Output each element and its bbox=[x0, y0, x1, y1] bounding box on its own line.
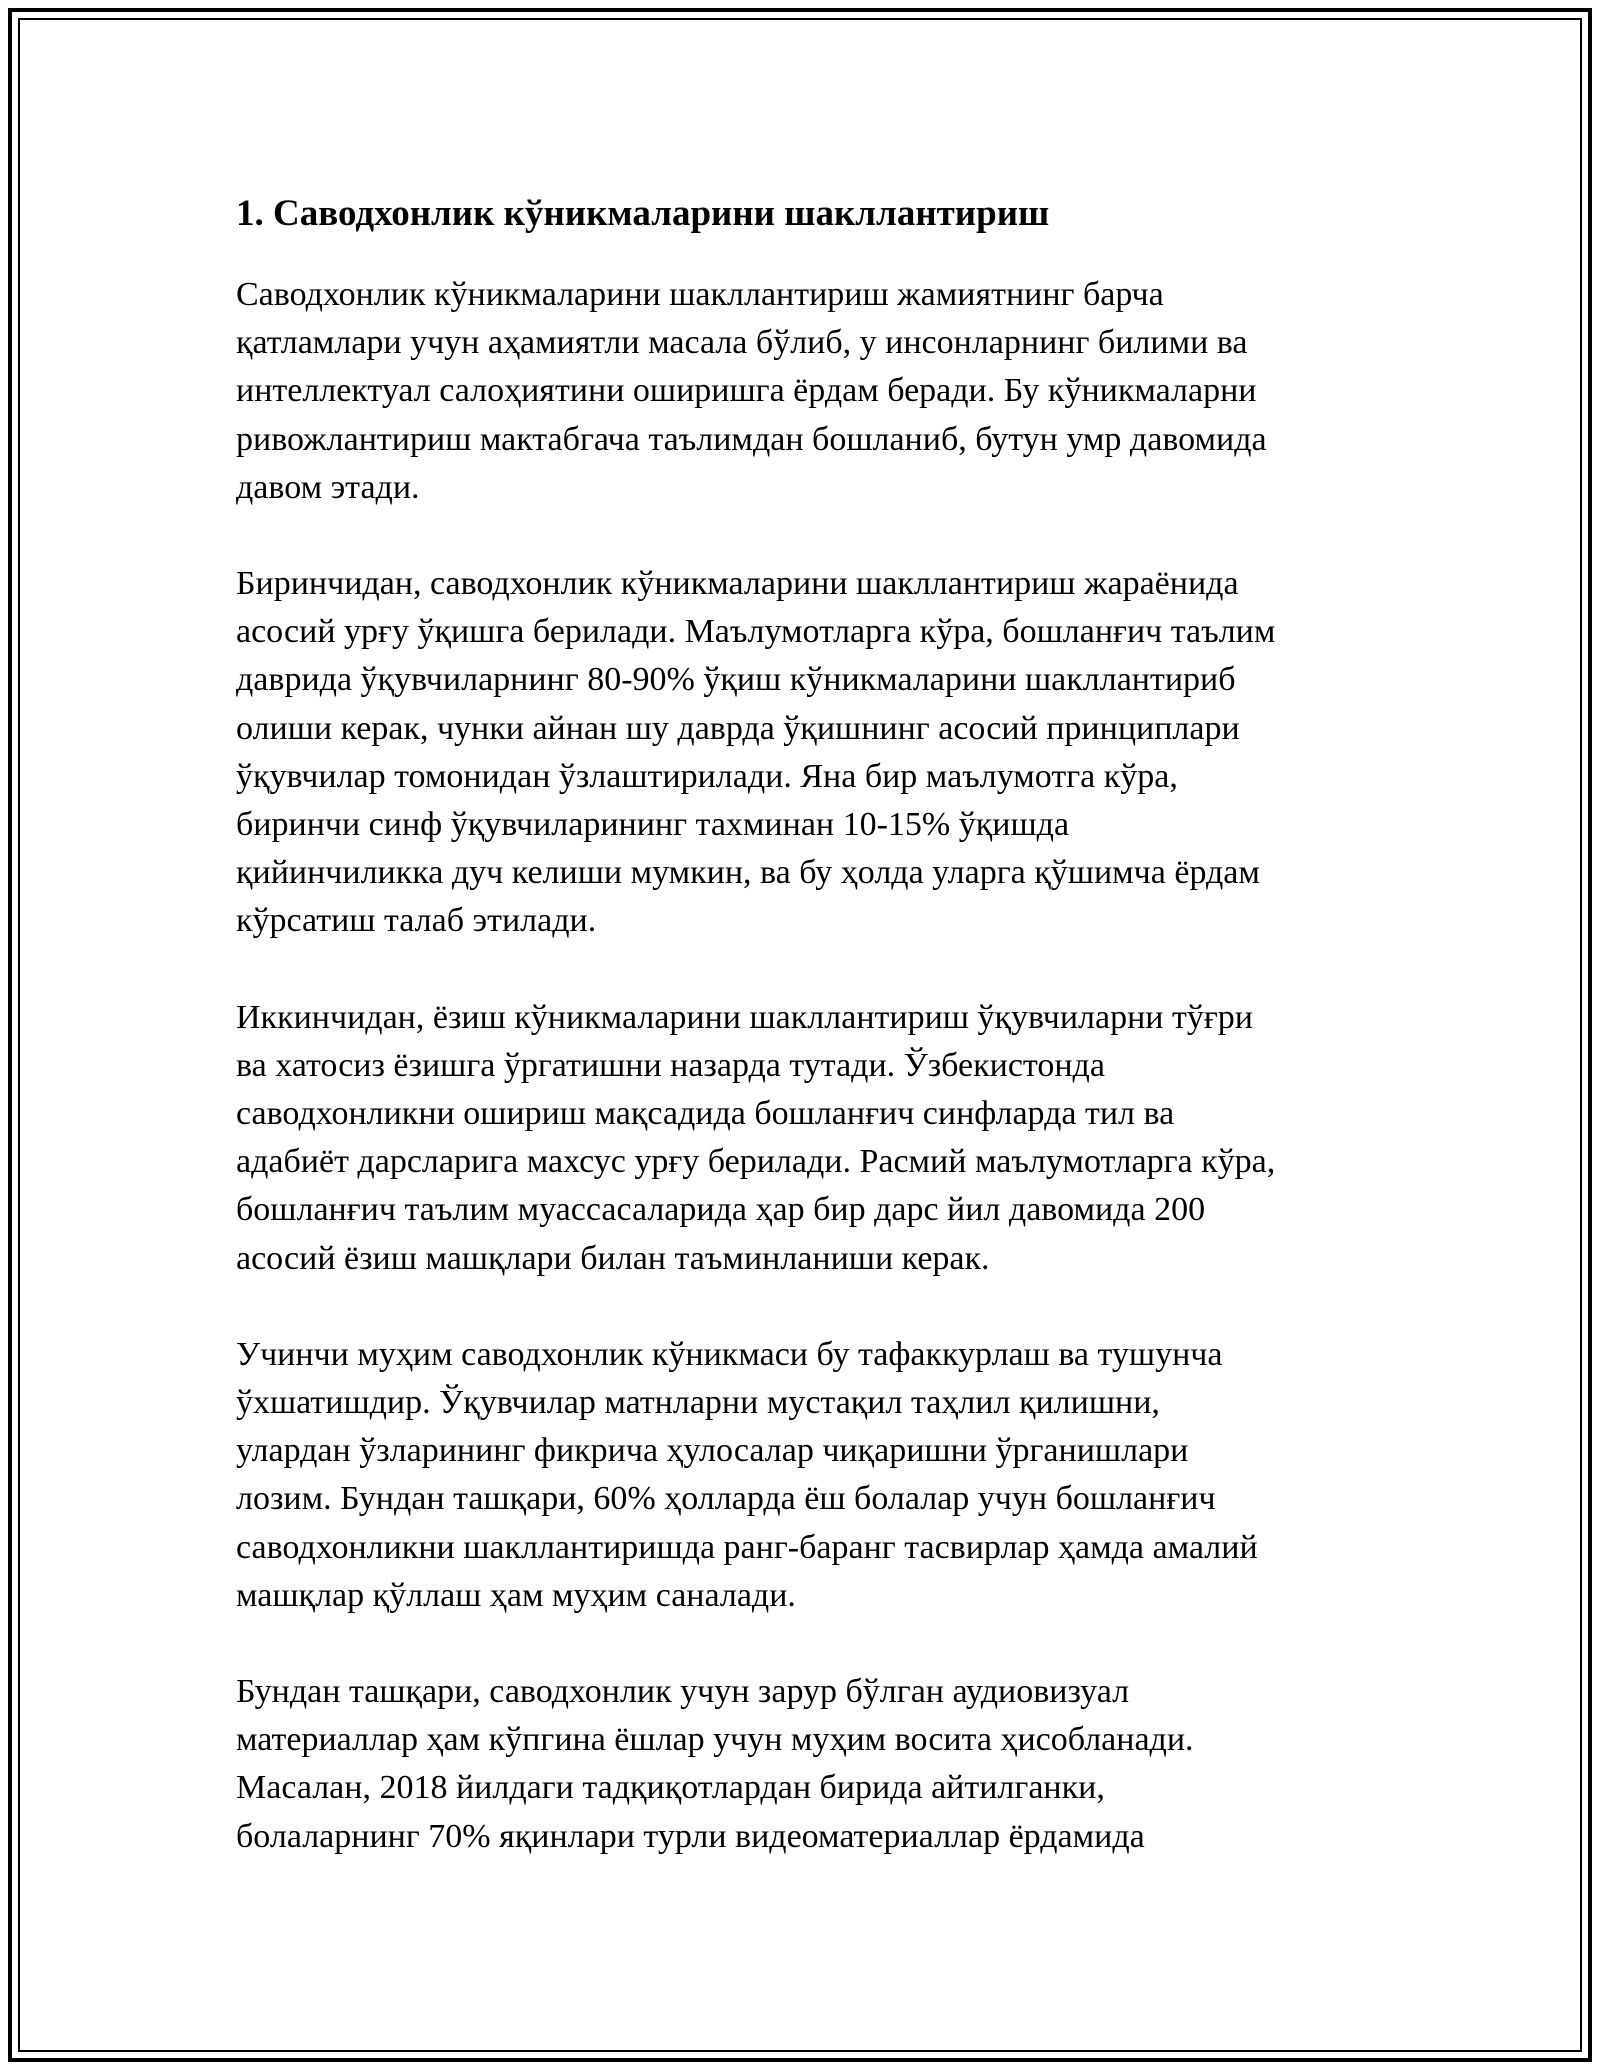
text-line: лозим. Бундан ташқари, 60% ҳолларда ёш болалар учун бошланғич bbox=[236, 1480, 1216, 1518]
text-line: кўрсатиш талаб этилади. bbox=[236, 902, 597, 940]
text-line: қатламлари учун аҳамиятли масала бўлиб, у инсонларнинг билими ва bbox=[236, 324, 1248, 362]
text-line: болаларнинг 70% яқинлари турли видеоматериаллар ёрдамида bbox=[236, 1817, 1145, 1855]
text-line: қийинчиликка дуч келиши мумкин, ва бу ҳолда уларга қўшимча ёрдам bbox=[236, 854, 1260, 892]
paragraph-4 bbox=[236, 1331, 1386, 1620]
text-line: давом этади. bbox=[236, 468, 420, 506]
paragraph-2 bbox=[236, 560, 1386, 946]
text-line: Учинчи муҳим саводхонлик кўникмаси бу тафаккурлаш ва тушунча bbox=[236, 1335, 1223, 1373]
text-line: машқлар қўллаш ҳам муҳим саналади. bbox=[236, 1576, 796, 1614]
document-body bbox=[236, 185, 1386, 1909]
text-line: асосий урғу ўқишга берилади. Маълумотларга кўра, бошланғич таълим bbox=[236, 613, 1276, 651]
text-line: олиши керак, чунки айнан шу даврда ўқишнинг асосий принциплари bbox=[236, 709, 1240, 747]
text-line: бошланғич таълим муассасаларида ҳар бир дарс йил давомида 200 bbox=[236, 1191, 1206, 1229]
text-line: ривожлантириш мактабгача таълимдан бошланиб, бутун умр давомида bbox=[236, 420, 1267, 458]
text-line: саводхонликни шакллантиришда ранг-баранг тасвирлар ҳамда амалий bbox=[236, 1528, 1258, 1566]
text-line: Иккинчидан, ёзиш кўникмаларини шакллантириш ўқувчиларни тўғри bbox=[236, 998, 1253, 1036]
section-title: 1. Саводхонлик кўникмаларини шакллантириш bbox=[236, 193, 1050, 234]
text-line: Биринчидан, саводхонлик кўникмаларини шакллантириш жараёнида bbox=[236, 565, 1239, 603]
text-line: адабиёт дарсларига махсус урғу берилади. Расмий маълумотларга кўра, bbox=[236, 1143, 1276, 1181]
text-line: материаллар ҳам кўпгина ёшлар учун муҳим восита ҳисобланади. bbox=[236, 1721, 1194, 1759]
text-line: ва хатосиз ёзишга ўргатишни назарда тутади. Ўзбекистонда bbox=[236, 1046, 1105, 1084]
text-line: интеллектуал салоҳиятини оширишга ёрдам беради. Бу кўникмаларни bbox=[236, 372, 1257, 410]
text-line: биринчи синф ўқувчиларининг тахминан 10-15% ўқишда bbox=[236, 806, 1070, 844]
text-line: асосий ёзиш машқлари билан таъминланиши керак. bbox=[236, 1239, 990, 1277]
paragraph-5 bbox=[236, 1668, 1386, 1861]
text-line: Саводхонлик кўникмаларини шакллантириш жамиятнинг барча bbox=[236, 276, 1164, 313]
text-line: Бундан ташқари, саводхонлик учун зарур бўлган аудиовизуал bbox=[236, 1673, 1130, 1711]
text-line: ўхшатишдир. Ўқувчилар матнларни мустақил таҳлил қилишни, bbox=[236, 1384, 1160, 1422]
text-line: улардан ўзларининг фикрича ҳулосалар чиқаришни ўрганишлари bbox=[236, 1432, 1189, 1470]
paragraph-3 bbox=[236, 994, 1386, 1283]
text-line: ўқувчилар томонидан ўзлаштирилади. Яна бир маълумотга кўра, bbox=[236, 757, 1178, 795]
text-line: саводхонликни ошириш мақсадида бошланғич синфларда тил ва bbox=[236, 1095, 1175, 1133]
paragraph-1 bbox=[236, 271, 1386, 512]
text-line: Масалан, 2018 йилдаги тадқиқотлардан бирида айтилганки, bbox=[236, 1769, 1105, 1807]
text-line: даврида ўқувчиларнинг 80-90% ўқиш кўникмаларини шакллантириб bbox=[236, 661, 1236, 699]
